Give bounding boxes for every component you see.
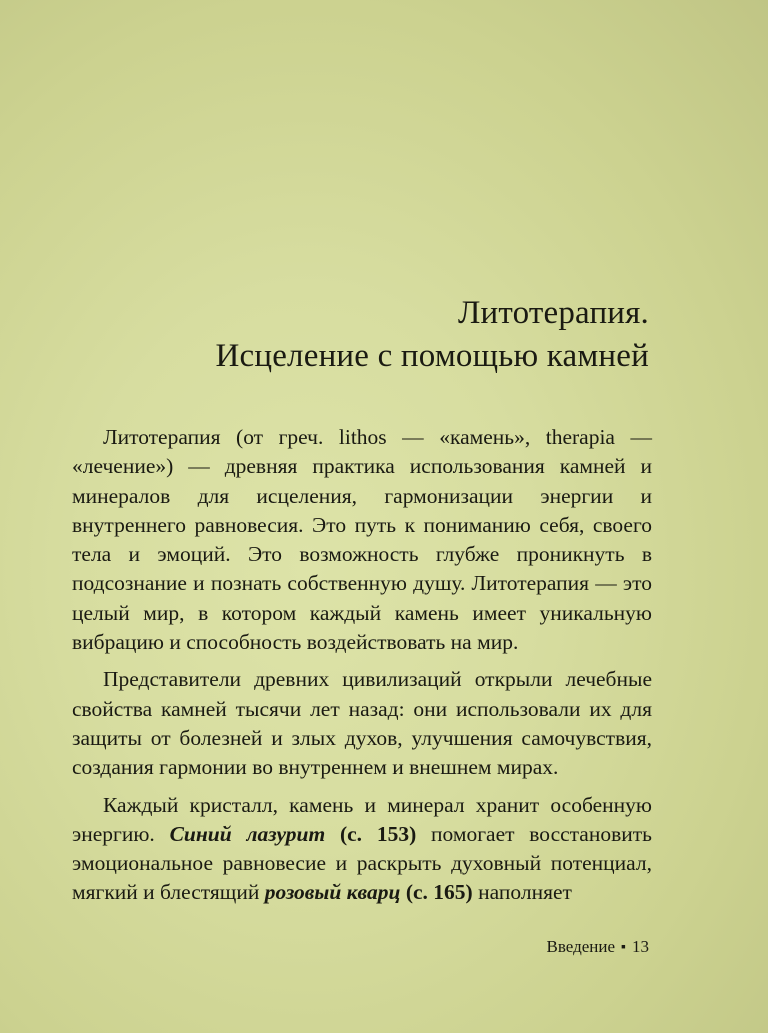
- paragraph-3-text-1: Каждый кристалл, камень и минерал хранит особенную энергию.: [72, 792, 652, 846]
- chapter-title-line2: Исцеление с помощью камней: [215, 338, 649, 374]
- paragraph-2: Представители древних цивилизаций открыли лечебные свойства камней тысячи лет назад: они использовали их для защиты от болезней и злых духов, улучшения самочувствия, создания гармонии во внутреннем и внешнем мирах.: [72, 667, 652, 780]
- paragraph-3-text-2: помогает восстановить эмоциональное равновесие и раскрыть духовный потенциал, мягкий и блестящий: [72, 821, 652, 905]
- stone-name-rose-quartz: розовый кварц: [264, 880, 401, 905]
- body-text: [72, 423, 652, 916]
- footer-separator: ▪: [621, 940, 626, 955]
- page-number: 13: [632, 937, 649, 956]
- page-ref-rose-quartz: (с. 165): [400, 880, 473, 905]
- stone-name-lapis: Синий лазурит: [169, 821, 326, 846]
- running-footer: [547, 937, 650, 957]
- chapter-title: [215, 292, 649, 378]
- paragraph-1: Литотерапия (от греч. lithos — «камень», therapia — «лечение») — древняя практика использования камней и минералов для исцеления, гармонизации энергии и внутреннего равновесия. Это путь к пониманию себя, своего тела и эмоций. Это возможность глубже проникнуть в подсознание и познать собственную душу. Литотерапия — это целый мир, в котором каждый камень имеет уникальную вибрацию и способность воздействовать на мир.: [72, 425, 652, 655]
- paragraph-3-text-3: наполняет: [472, 880, 572, 905]
- chapter-title-line1: Литотерапия.: [457, 295, 649, 331]
- page-ref-lapis: (с. 153): [325, 821, 417, 846]
- paragraph-3: [72, 791, 652, 908]
- footer-section: Введение: [546, 937, 616, 956]
